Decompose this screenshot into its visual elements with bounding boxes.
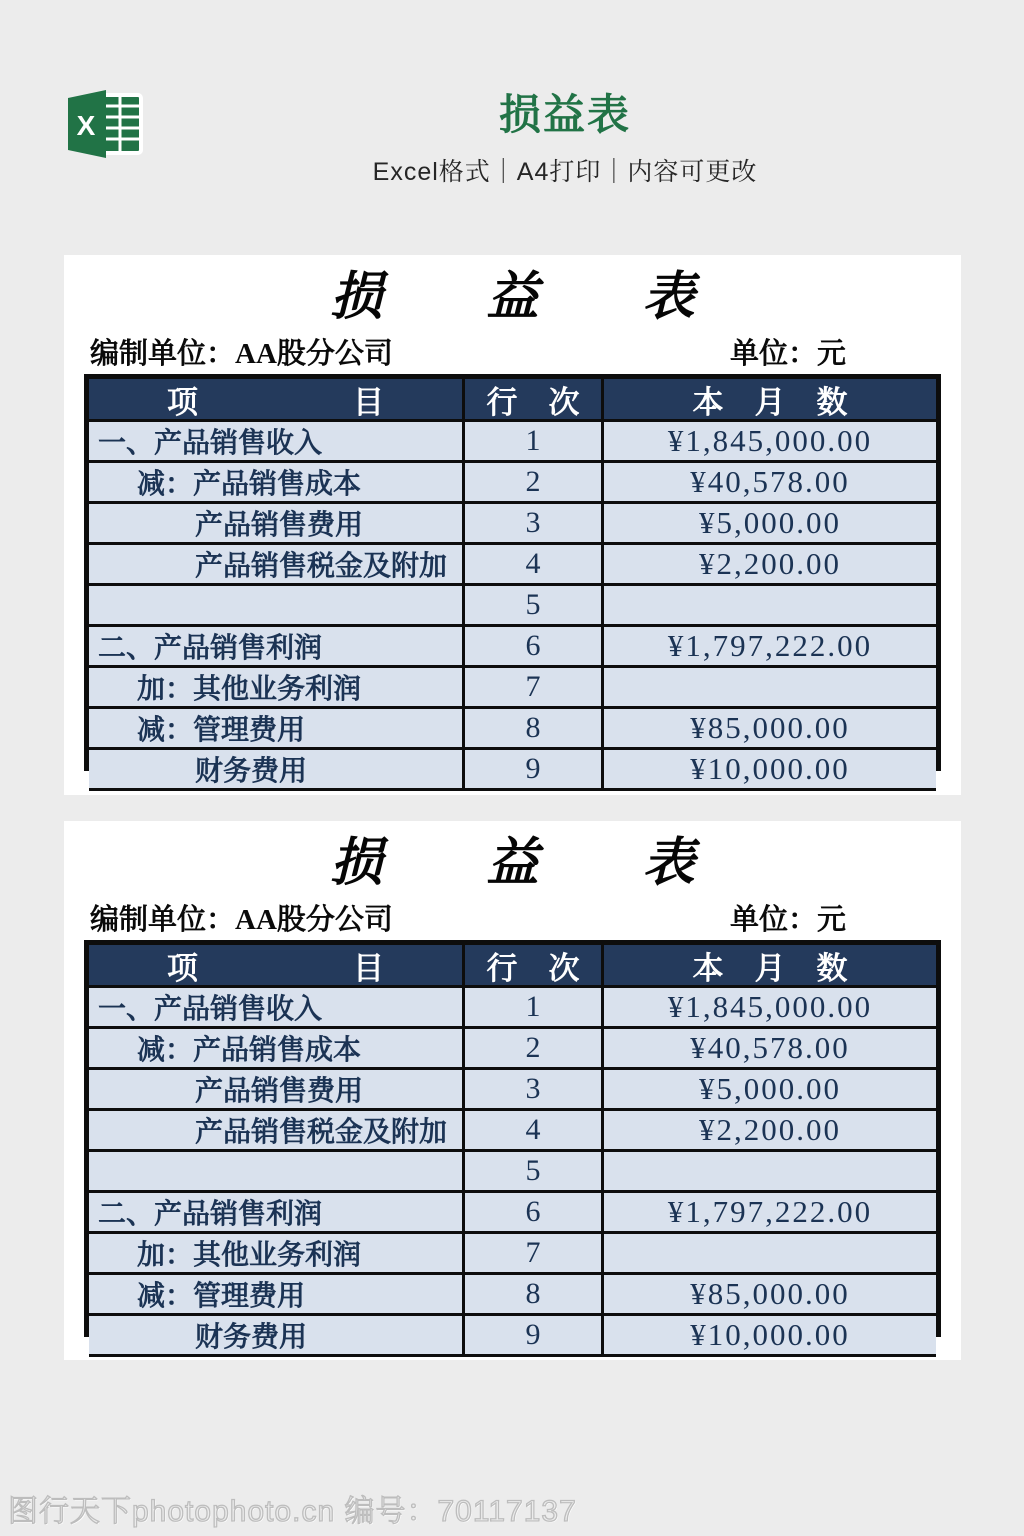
line-no-cell: 8 [465, 1275, 604, 1313]
item-cell: 产品销售费用 [89, 1070, 465, 1108]
amount-cell: ¥1,797,222.00 [667, 1194, 873, 1230]
item-cell: 减：产品销售成本 [89, 1029, 465, 1067]
table-row [89, 668, 936, 709]
table-row [89, 504, 936, 545]
table-row [89, 545, 936, 586]
amount-cell: ¥1,797,222.00 [667, 628, 873, 664]
line-no-cell: 9 [465, 1316, 604, 1354]
col-header-line-no: 行 次 [465, 379, 604, 419]
amount-cell: ¥40,578.00 [690, 1030, 850, 1066]
page-header [106, 92, 1024, 188]
table-header-row [89, 379, 936, 422]
line-no-cell: 1 [465, 988, 604, 1026]
table-row [89, 1316, 936, 1357]
table-row [89, 750, 936, 791]
amount-cell [604, 668, 936, 706]
table-header-row [89, 945, 936, 988]
table-row [89, 1070, 936, 1111]
amount-cell [604, 1234, 936, 1272]
svg-text:X: X [76, 110, 96, 141]
item-cell: 财务费用 [89, 750, 465, 788]
amount-cell: ¥2,200.00 [698, 1112, 841, 1148]
line-no-cell: 8 [465, 709, 604, 747]
amount-cell: ¥2,200.00 [698, 546, 841, 582]
profit-loss-table [84, 374, 941, 788]
line-no-cell: 6 [465, 1193, 604, 1231]
amount-cell: ¥10,000.00 [690, 1317, 850, 1353]
amount-cell [604, 1152, 936, 1190]
table-row [89, 422, 936, 463]
sheet-title: 损 益 表 [330, 835, 695, 892]
col-header-line-no: 行 次 [465, 945, 604, 985]
prep-line [90, 897, 846, 938]
table-row [89, 1193, 936, 1234]
table-row [89, 627, 936, 668]
line-no-cell: 5 [465, 586, 604, 624]
line-no-cell: 6 [465, 627, 604, 665]
unit-label: 单位：元 [729, 904, 846, 937]
table-row [89, 988, 936, 1029]
table-row [89, 1029, 936, 1070]
profit-loss-table [84, 940, 941, 1354]
item-cell: 减：产品销售成本 [89, 463, 465, 501]
line-no-cell: 7 [465, 668, 604, 706]
line-no-cell: 2 [465, 1029, 604, 1067]
line-no-cell: 3 [465, 1070, 604, 1108]
page-subtitle: Excel格式｜A4打印｜内容可更改 [372, 158, 758, 187]
table-body [89, 988, 936, 1357]
col-header-item: 项 目 [89, 379, 465, 419]
amount-cell: ¥5,000.00 [698, 505, 841, 541]
site-watermark: 图行天下photophoto.cn 编号：70117137 [8, 1495, 577, 1528]
item-cell: 减：管理费用 [89, 709, 465, 747]
amount-cell: ¥1,845,000.00 [667, 423, 873, 459]
sheet-title: 损 益 表 [330, 269, 695, 326]
item-cell: 产品销售税金及附加 [89, 545, 465, 583]
line-no-cell: 3 [465, 504, 604, 542]
item-cell: 产品销售税金及附加 [89, 1111, 465, 1149]
col-header-item: 项 目 [89, 945, 465, 985]
prepared-by-label: 编制单位：AA股分公司 [90, 338, 393, 371]
line-no-cell: 1 [465, 422, 604, 460]
table-row [89, 1152, 936, 1193]
line-no-cell: 4 [465, 545, 604, 583]
amount-cell: ¥1,845,000.00 [667, 989, 873, 1025]
table-row [89, 1234, 936, 1275]
item-cell: 一、产品销售收入 [89, 988, 465, 1026]
col-header-current-month: 本 月 数 [692, 384, 848, 420]
line-no-cell: 4 [465, 1111, 604, 1149]
prepared-by-label: 编制单位：AA股分公司 [90, 904, 393, 937]
item-cell [89, 1152, 465, 1190]
table-row [89, 1111, 936, 1152]
item-cell: 一、产品销售收入 [89, 422, 465, 460]
item-cell: 财务费用 [89, 1316, 465, 1354]
preview-card-2 [64, 821, 961, 1360]
item-cell: 加：其他业务利润 [89, 1234, 465, 1272]
amount-cell: ¥85,000.00 [690, 710, 850, 746]
table-row [89, 463, 936, 504]
amount-cell: ¥40,578.00 [690, 464, 850, 500]
amount-cell: ¥85,000.00 [690, 1276, 850, 1312]
item-cell: 二、产品销售利润 [89, 627, 465, 665]
amount-cell: ¥5,000.00 [698, 1071, 841, 1107]
item-cell: 减：管理费用 [89, 1275, 465, 1313]
line-no-cell: 7 [465, 1234, 604, 1272]
prep-line [90, 331, 846, 372]
item-cell: 二、产品销售利润 [89, 1193, 465, 1231]
amount-cell: ¥10,000.00 [690, 751, 850, 787]
unit-label: 单位：元 [729, 338, 846, 371]
table-row [89, 709, 936, 750]
item-cell: 产品销售费用 [89, 504, 465, 542]
line-no-cell: 9 [465, 750, 604, 788]
page-title: 损益表 [498, 91, 631, 138]
amount-cell [604, 586, 936, 624]
col-header-current-month: 本 月 数 [692, 950, 848, 986]
preview-card-1 [64, 255, 961, 795]
item-cell [89, 586, 465, 624]
table-body [89, 422, 936, 791]
line-no-cell: 2 [465, 463, 604, 501]
item-cell: 加：其他业务利润 [89, 668, 465, 706]
table-row [89, 1275, 936, 1316]
table-row [89, 586, 936, 627]
line-no-cell: 5 [465, 1152, 604, 1190]
